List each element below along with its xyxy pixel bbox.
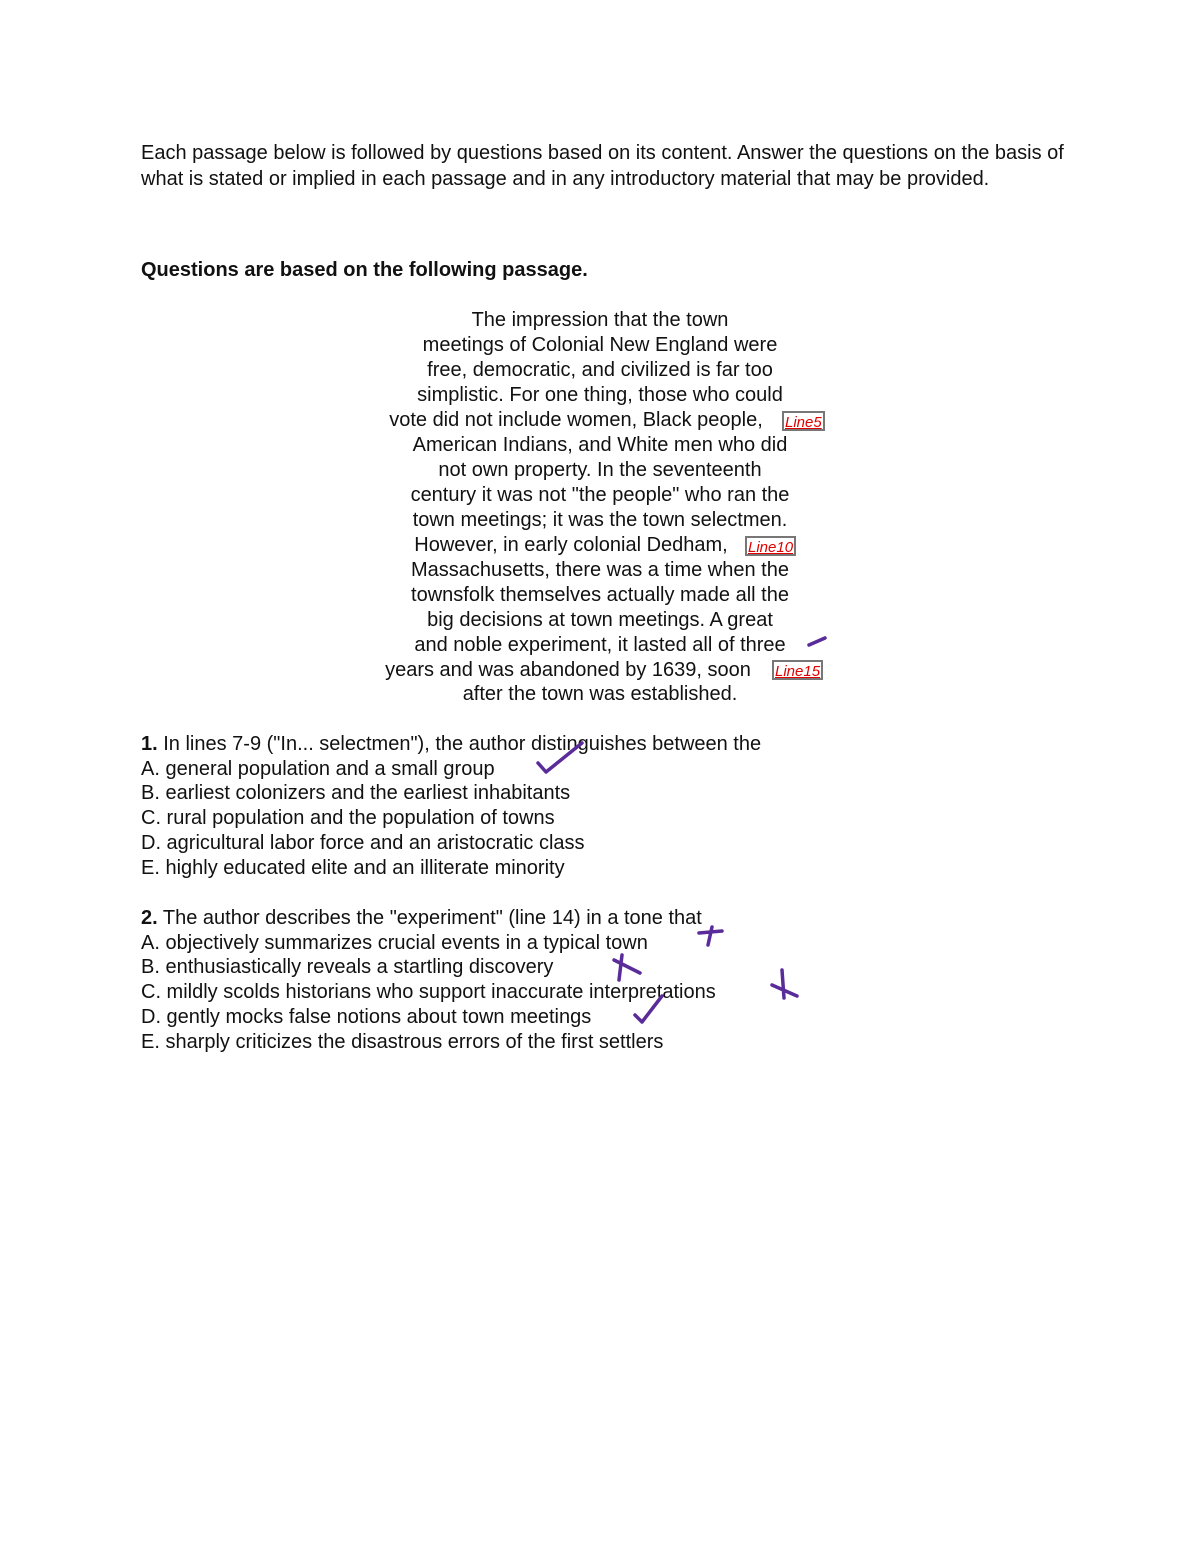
passage-heading: Questions are based on the following passage. [141,259,588,281]
line-number-label: Line5 [782,411,825,431]
passage-line: simplistic. For one thing, those who could [417,384,783,406]
answer-option[interactable]: D. gently mocks false notions about town meetings [141,1006,592,1028]
question-text: The author describes the "experiment" (line 14) in a tone that [162,907,702,929]
line-number-label: Line10 [745,536,796,556]
passage-line: and noble experiment, it lasted all of three [414,634,786,656]
answer-option[interactable]: E. sharply criticizes the disastrous errors of the first settlers [141,1031,664,1053]
passage-line: However, in early colonial Dedham, [414,534,728,556]
passage-line: not own property. In the seventeenth [438,459,762,481]
passage-line: townsfolk themselves actually made all the [411,584,789,606]
passage-line: vote did not include women, Black people, [389,409,763,431]
question-number: 1. [141,733,158,755]
passage-line: town meetings; it was the town selectmen. [412,509,788,531]
answer-option[interactable]: C. mildly scolds historians who support inaccurate interpretations [141,981,716,1003]
passage-line: years and was abandoned by 1639, soon [385,659,751,681]
passage-line: The impression that the town [471,309,729,331]
answer-option[interactable]: B. earliest colonizers and the earliest inhabitants [141,782,571,804]
passage-line: century it was not "the people" who ran the [410,484,790,506]
answer-option[interactable]: A. general population and a small group [141,758,495,780]
passage-line: meetings of Colonial New England were [422,334,778,356]
answer-option[interactable]: B. enthusiastically reveals a startling discovery [141,956,554,978]
line-number-label: Line15 [772,660,823,680]
question-number: 2. [141,907,158,929]
instructions: Each passage below is followed by questions based on its content. Answer the questions on the basis of what is stated or implied in each passage and in any introductory material that may be provided. [141,142,1064,190]
question-stem [141,906,702,931]
question-stem [141,732,761,757]
passage-line: big decisions at town meetings. A great [427,609,773,631]
answer-option[interactable]: C. rural population and the population of towns [141,807,555,829]
cross-mark-icon [772,970,797,998]
cross-mark-icon [614,955,640,980]
cross-mark-icon [699,927,722,945]
question-text: In lines 7-9 ("In... selectmen"), the author distinguishes between the [163,733,762,755]
answer-option[interactable]: E. highly educated elite and an illiterate minority [141,857,565,879]
passage-line: free, democratic, and civilized is far too [427,359,773,381]
passage-line: Massachusetts, there was a time when the [411,559,789,581]
answer-option[interactable]: A. objectively summarizes crucial events in a typical town [141,932,648,954]
answer-option[interactable]: D. agricultural labor force and an aristocratic class [141,832,585,854]
passage-line: American Indians, and White men who did [412,434,788,456]
passage-line: after the town was established. [462,683,738,705]
